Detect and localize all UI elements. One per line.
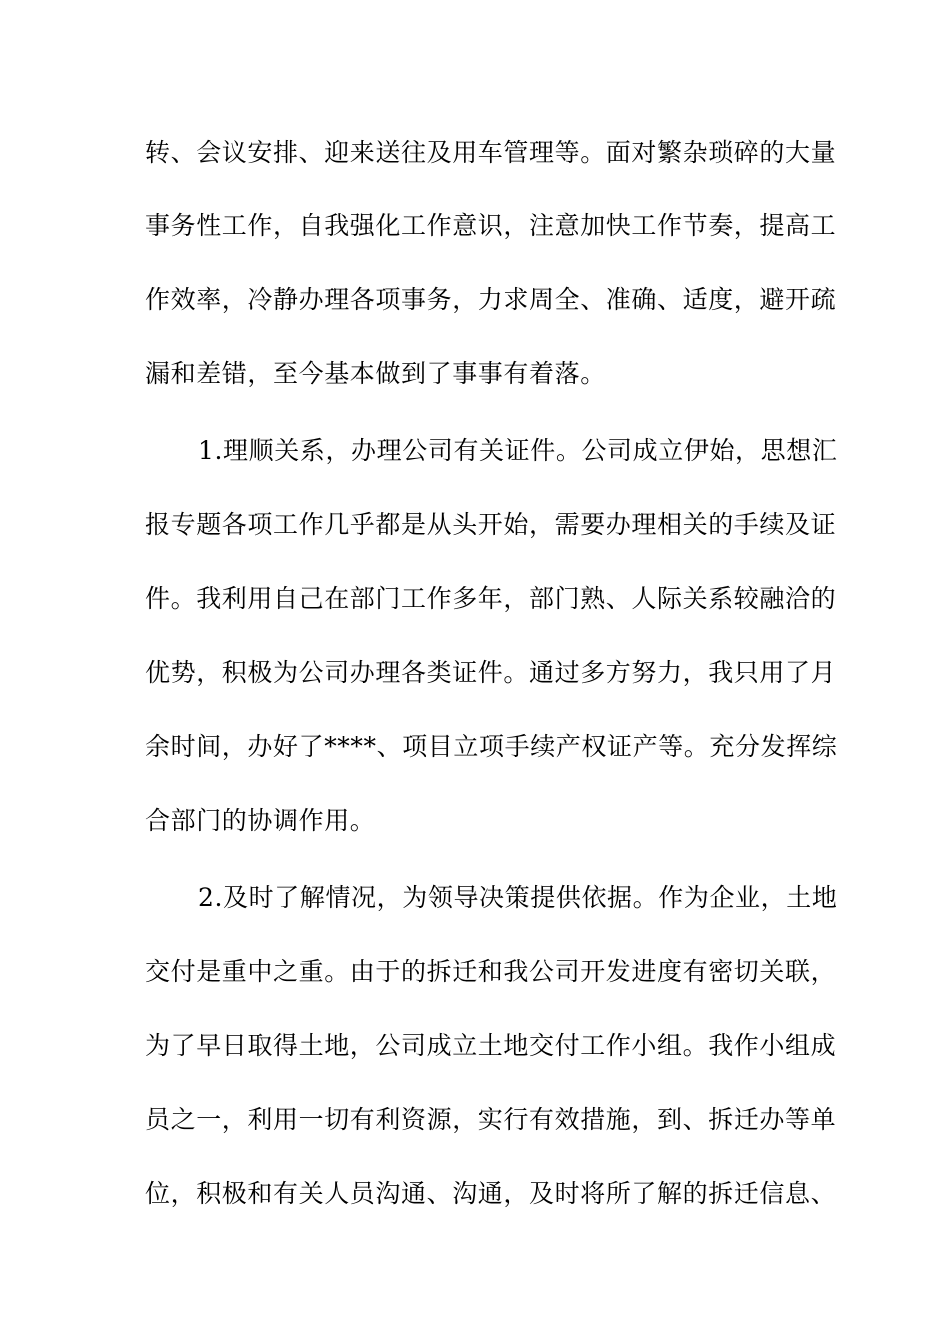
- text-line-3: 作效率，冷静办理各项事务，力求周全、准确、适度，避开疏: [145, 285, 837, 314]
- text-line-9: 余时间，办好了****、项目立项手续产权证产等。充分发挥综: [145, 732, 838, 761]
- text-line-4: 漏和差错，至今基本做到了事事有着落。: [145, 359, 606, 388]
- paragraph-2-first-line: 2.及时了解情况，为领导决策提供依据。作为企业，土地: [198, 883, 838, 912]
- text-line-8: 优势，积极为公司办理各类证件。通过多方努力，我只用了月: [145, 658, 837, 687]
- text-line-7: 件。我利用自己在部门工作多年，部门熟、人际关系较融洽的: [145, 584, 837, 613]
- text-line-13: 为了早日取得土地，公司成立土地交付工作小组。我作小组成: [145, 1031, 837, 1060]
- text-line-15: 位，积极和有关人员沟通、沟通，及时将所了解的拆迁信息、: [145, 1179, 837, 1208]
- text-line-14: 员之一，利用一切有利资源，实行有效措施，到、拆迁办等单: [145, 1105, 837, 1134]
- text-line-1: 转、会议安排、迎来送往及用车管理等。面对繁杂琐碎的大量: [145, 138, 837, 167]
- text-line-12: 交付是重中之重。由于的拆迁和我公司开发进度有密切关联，: [145, 957, 837, 986]
- text-line-6: 报专题各项工作几乎都是从头开始，需要办理相关的手续及证: [145, 510, 837, 539]
- paragraph-1-first-line: 1.理顺关系，办理公司有关证件。公司成立伊始，思想汇: [198, 436, 838, 465]
- text-line-2: 事务性工作，自我强化工作意识，注意加快工作节奏，提高工: [145, 211, 837, 240]
- text-line-10: 合部门的协调作用。: [145, 806, 376, 835]
